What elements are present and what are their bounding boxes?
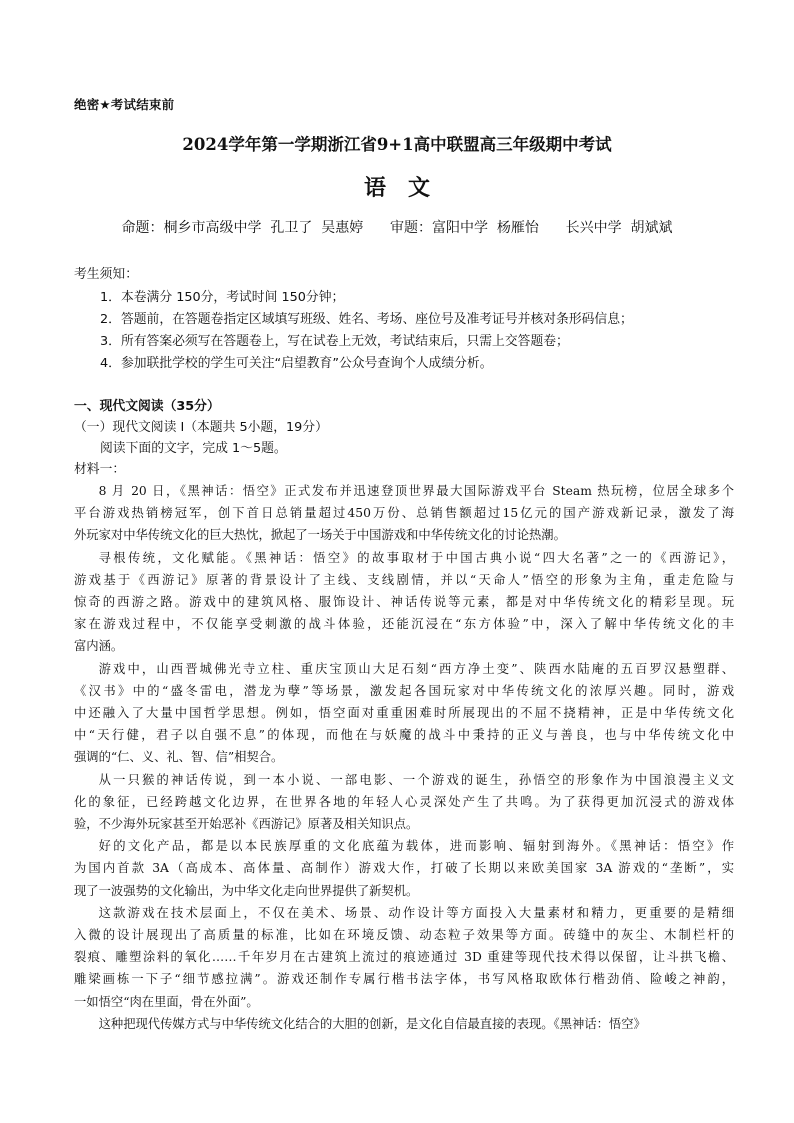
material-label: 材料一：	[74, 462, 126, 477]
reading-instruction: 阅读下面的文字，完成 1～5题。	[100, 441, 287, 456]
notice-list	[100, 287, 740, 375]
passage-line: 平台游戏热销榜冠军，创下首日总销量超过450万份、总销售额超过15亿元的国产游戏新记录，激发了海	[74, 506, 734, 521]
passage-line: 游戏中，山西晋城佛光寺立柱、重庆宝顶山大足石刻“西方净土变”、陕西水陆庵的五百罗汉悬塑群、	[98, 661, 734, 676]
passage-line: 中还融入了大量中国哲学思想。例如，悟空面对重重困难时所展现出的不屈不挠精神，正是中华传统文化	[74, 706, 734, 721]
passage-line: 惊奇的西游之路。游戏中的建筑风格、服饰设计、神话传说等元素，都是对中华传统文化的精彩呈现。玩	[74, 595, 734, 610]
passage-line: 《汉书》中的“盛冬雷电，潜龙为孽”等场景，激发起各国玩家对中华传统文化的浓厚兴趣。同时，游戏	[74, 683, 734, 698]
passage-line: 游戏基于《西游记》原著的背景设计了主线、支线剧情，并以“天命人”悟空的形象为主角，重走危险与	[74, 572, 734, 587]
authors-line	[0, 217, 794, 237]
subsection-heading: （一）现代文阅读 I（本题共 5小题，19分）	[74, 420, 328, 435]
notice-item: 4．参加联批学校的学生可关注“启望教育”公众号查询个人成绩分析。	[100, 356, 493, 371]
composer-credit: 命题：桐乡市高级中学 孔卫了 吴惠婷	[121, 220, 364, 236]
passage-line: 为国内首款 3A（高成本、高体量、高制作）游戏大作，打破了长期以来欧美国家 3A 游戏的“垄断”，实	[74, 861, 734, 876]
notice-item: 3．所有答案必须写在答题卷上，写在试卷上无效，考试结束后，只需上交答题卷；	[100, 334, 569, 349]
passage-line: 验，不少海外玩家甚至开始恶补《西游记》原著及相关知识点。	[74, 817, 419, 832]
passage-line: 裂痕、雕塑涂料的氧化……千年岁月在古建筑上流过的痕迹通过 3D 重建等现代技术得以保留，让斗拱飞檐、	[74, 950, 734, 965]
passage-line: 这款游戏在技术层面上，不仅在美术、场景、动作设计等方面投入大量素材和精力，更重要的是精细	[98, 905, 734, 920]
passage-line: 寻根传统，文化赋能。《黑神话：悟空》的故事取材于中国古典小说“四大名著”之一的《西游记》，	[98, 550, 734, 565]
exam-title: 2024学年第一学期浙江省9+1高中联盟高三年级期中考试	[182, 135, 612, 154]
notice-heading: 考生须知：	[74, 267, 138, 282]
confidential-label: 绝密★考试结束前	[74, 97, 175, 112]
passage-line: 化的象征，已经跨越文化边界，在世界各地的年轻人心灵深处产生了共鸣。为了获得更加沉浸式的游戏体	[74, 794, 734, 809]
passage-line: 好的文化产品，都是以本民族厚重的文化底蕴为载体，进而影响、辐射到海外。《黑神话：悟空》作	[98, 839, 734, 854]
passage-line: 8 月 20 日，《黑神话：悟空》正式发布并迅速登顶世界最大国际游戏平台 Steam 热玩榜，位居全球多个	[98, 484, 734, 498]
passage-line: 一如悟空“肉在里面，骨在外面”。	[74, 994, 259, 1009]
passage-line: 中“天行健，君子以自强不息”的体现，而他在与妖魔的战斗中秉持的正义与善良，也与中华传统文化中	[74, 728, 734, 743]
passage-line: 强调的“仁、义、礼、智、信”相契合。	[74, 750, 284, 765]
subject-title: 语 文	[363, 175, 430, 201]
notice-item: 2．答题前，在答题卷指定区域填写班级、姓名、考场、座位号及准考证号并核对条形码信息；	[100, 312, 633, 327]
passage-line: 入微的设计展现出了高质量的标准，比如在环境反馈、动态粒子效果等方面。砖缝中的灰尘、木制栏杆的	[74, 928, 734, 943]
passage-line: 外玩家对中华传统文化的巨大热忱，掀起了一场关于中国游戏和中华传统文化的讨论热潮。	[74, 528, 566, 543]
passage-line: 雕梁画栋一下子“细节感拉满”。游戏还制作专属行楷书法字体，书写风格取欧体行楷劲俏、险峻之神韵，	[74, 972, 734, 987]
passage-line: 从一只猴的神话传说，到一本小说、一部电影、一个游戏的诞生，孙悟空的形象作为中国浪漫主义文	[98, 772, 734, 787]
section-heading: 一、现代文阅读（35分）	[74, 399, 220, 414]
passage-line: 现了一波强势的文化输出，为中华文化走向世界提供了新契机。	[74, 883, 419, 898]
reading-passage	[74, 480, 734, 1035]
passage-line: 这种把现代传媒方式与中华传统文化结合的大胆的创新，是文化自信最直接的表现。《黑神话：悟空》	[98, 1016, 646, 1031]
passage-line: 家在游戏过程中，不仅能享受刺激的战斗体验，还能沉浸在“东方体验”中，深入了解中华传统文化的丰	[74, 617, 734, 632]
reviewer-credit: 审题：富阳中学 杨雁怡 长兴中学 胡斌斌	[390, 220, 673, 236]
passage-line: 富内涵。	[74, 639, 124, 654]
notice-item: 1．本卷满分 150分，考试时间 150分钟；	[100, 290, 345, 305]
